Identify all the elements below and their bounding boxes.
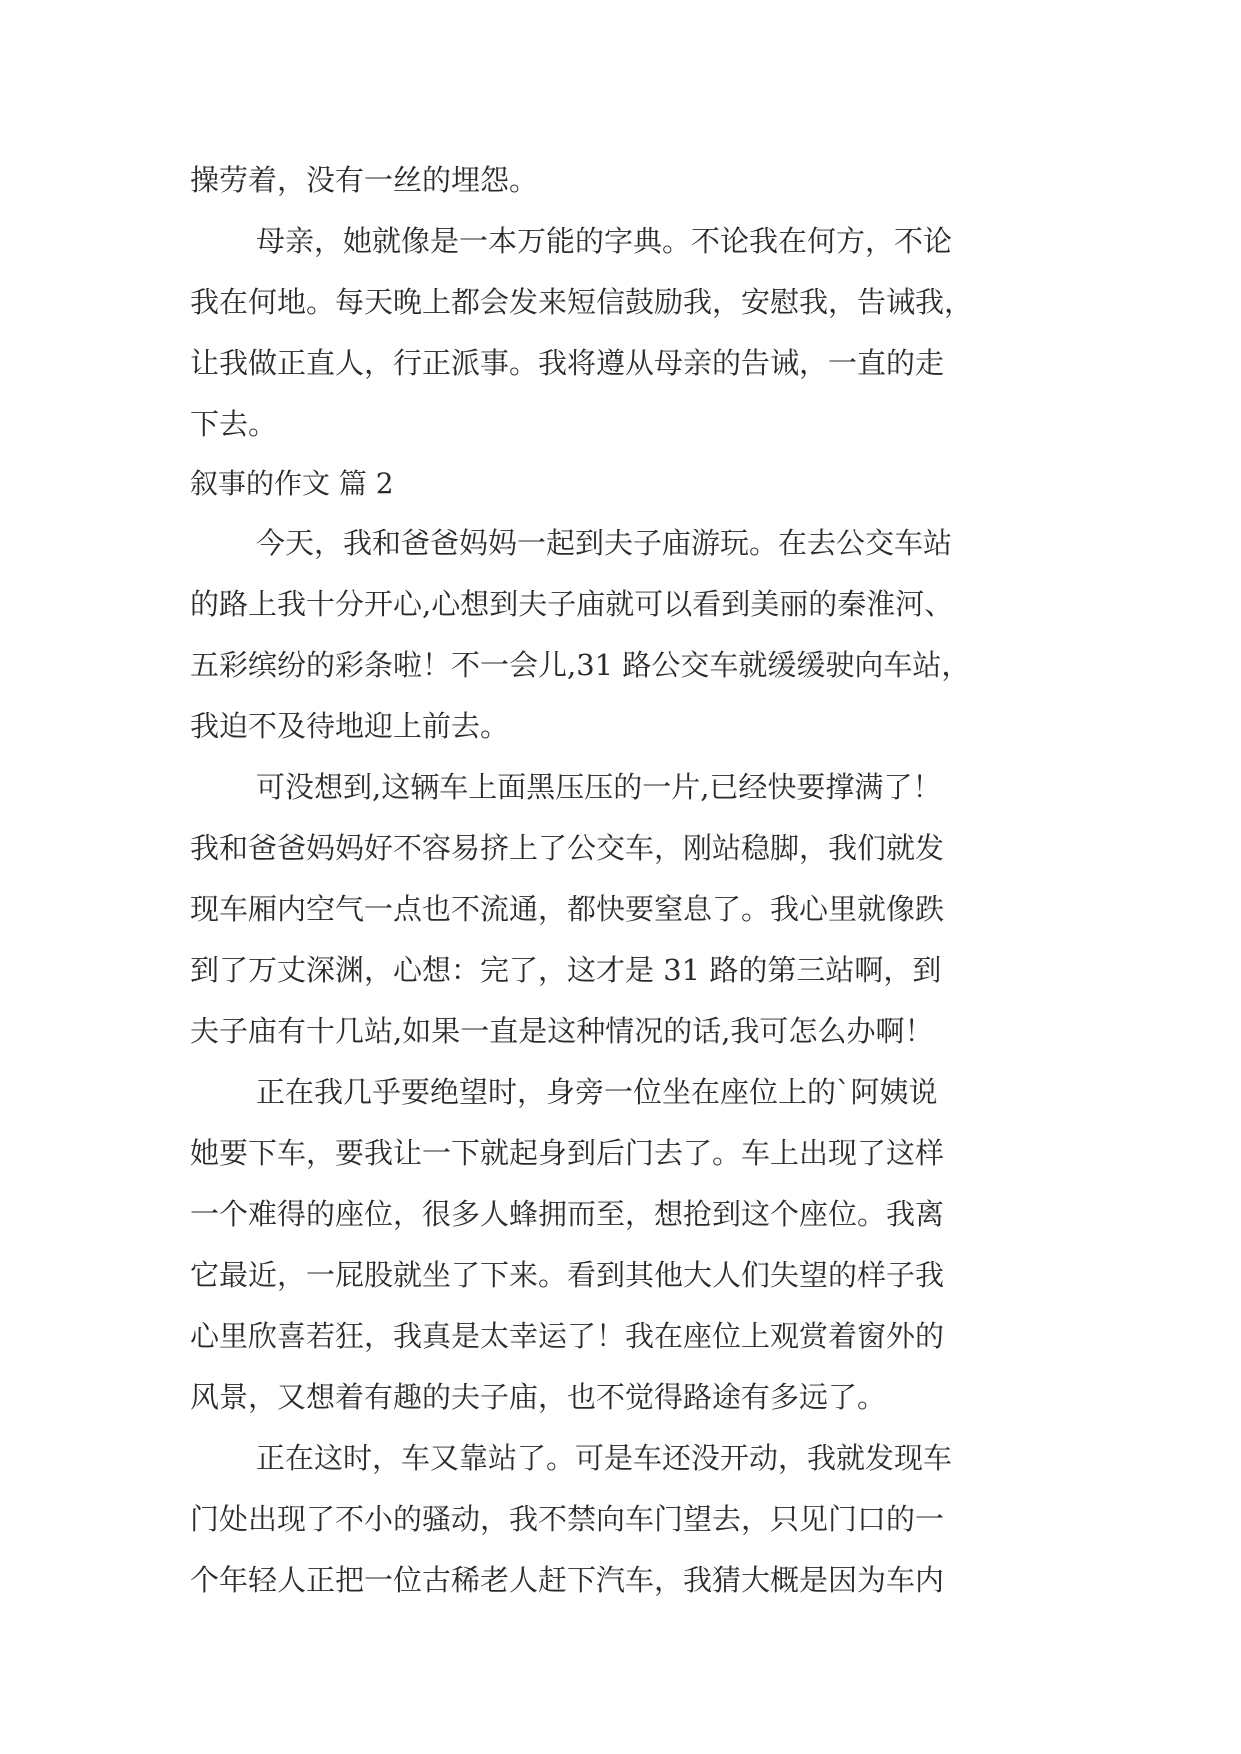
text-line: 的路上我十分开心,心想到夫子庙就可以看到美丽的秦淮河、 <box>190 587 954 621</box>
essay-text <box>190 160 1050 1621</box>
text-line: 风景，又想着有趣的夫子庙，也不觉得路途有多远了。 <box>190 1380 887 1414</box>
text-line: 下去。 <box>190 407 278 441</box>
text-line: 操劳着，没有一丝的埋怨。 <box>190 163 539 197</box>
paragraph-start-line: 今天，我和爸爸妈妈一起到夫子庙游玩。在去公交车站 <box>256 526 953 560</box>
text-line: 到了万丈深渊，心想：完了，这才是 31 路的第三站啊，到 <box>190 953 942 987</box>
text-line: 五彩缤纷的彩条啦！不一会儿,31 路公交车就缓缓驶向车站， <box>190 648 971 682</box>
text-line: 门处出现了不小的骚动，我不禁向车门望去，只见门口的一 <box>190 1502 945 1536</box>
text-line: 心里欣喜若狂，我真是太幸运了！我在座位上观赏着窗外的 <box>190 1319 945 1353</box>
section-heading: 叙事的作文 篇 2 <box>190 467 394 500</box>
text-line: 让我做正直人，行正派事。我将遵从母亲的告诫，一直的走 <box>190 346 945 380</box>
text-line: 她要下车，要我让一下就起身到后门去了。车上出现了这样 <box>190 1136 945 1170</box>
text-line: 它最近，一屁股就坐了下来。看到其他大人们失望的样子我 <box>190 1258 945 1292</box>
text-line: 一个难得的座位，很多人蜂拥而至，想抢到这个座位。我离 <box>190 1197 945 1231</box>
text-line: 个年轻人正把一位古稀老人赶下汽车，我猜大概是因为车内 <box>190 1563 945 1597</box>
text-line: 我迫不及待地迎上前去。 <box>190 709 510 743</box>
text-line: 我和爸爸妈妈好不容易挤上了公交车，刚站稳脚，我们就发 <box>190 831 945 865</box>
paragraph-start-line: 可没想到,这辆车上面黑压压的一片,已经快要撑满了！ <box>256 770 942 804</box>
paragraph-start-line: 正在我几乎要绝望时，身旁一位坐在座位上的`阿姨说 <box>256 1075 938 1109</box>
text-line: 现车厢内空气一点也不流通，都快要窒息了。我心里就像跌 <box>190 892 945 926</box>
paragraph-start-line: 正在这时，车又靠站了。可是车还没开动，我就发现车 <box>256 1441 953 1475</box>
paragraph-start-line: 母亲，她就像是一本万能的字典。不论我在何方，不论 <box>256 224 953 258</box>
text-line: 夫子庙有十几站,如果一直是这种情况的话,我可怎么办啊！ <box>190 1014 934 1048</box>
text-line: 我在何地。每天晚上都会发来短信鼓励我，安慰我，告诫我， <box>190 285 974 319</box>
